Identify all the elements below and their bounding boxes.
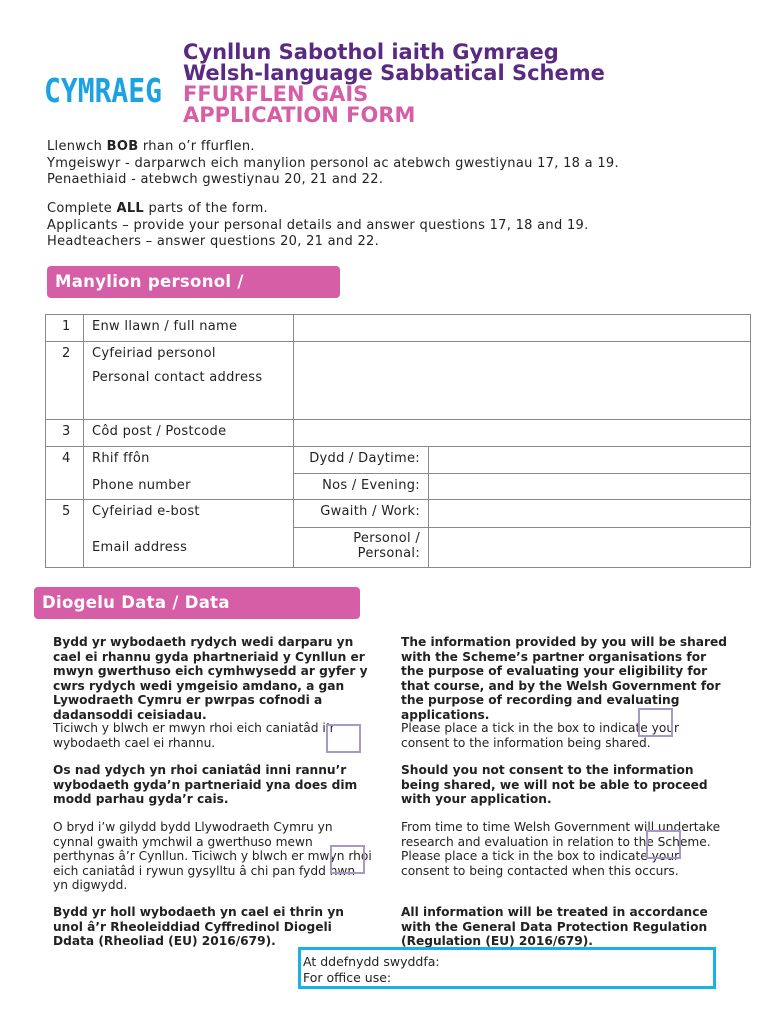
daytime-label: Dydd / Daytime:: [294, 447, 429, 474]
personal-details-table: [45, 314, 751, 568]
row-number: 5: [46, 500, 84, 568]
section-heading-personal: Manylion personol /: [47, 266, 340, 298]
personal-email-input[interactable]: [429, 528, 751, 568]
intro-text: Llenwch: [47, 139, 107, 154]
research-english: From time to time Welsh Government will undertake research and evaluation in relation to the Scheme. Please place a tick in the box to indicate your consent to being contacted when this occurs.: [401, 820, 721, 878]
field-label: [84, 342, 294, 420]
row-number: 2: [46, 342, 84, 420]
data-sharing-welsh: Bydd yr wybodaeth rydych wedi darparu yn cael ei rhannu gyda phartneriaid y Cynllun er mwyn gwerthuso eich cymhwysedd ar gyfer y cwrs rydych wedi ymgeisio amdano, a gan Lywodraeth Cymru er pwrpas cofnodi a dadansoddi ceisiadau.: [53, 635, 368, 722]
intro-text: Headteachers – answer questions 20, 21 and 22.: [47, 234, 380, 249]
form-title-english: APPLICATION FORM: [183, 103, 416, 127]
label-english: Personal contact address: [92, 370, 263, 385]
gdpr-welsh: Bydd yr holl wybodaeth yn cael ei thrin yn unol â’r Rheoleiddiad Cyffredinol Diogeli Ddata (Rheoliad (EU) 2016/679).: [53, 905, 344, 948]
row-number: 3: [46, 420, 84, 447]
row-number: 4: [46, 447, 84, 500]
research-welsh: O bryd i’w gilydd bydd Llywodraeth Cymru yn cynnal gwaith ymchwil a gwerthuso mewn perthynas â’r Cynllun. Ticiwch y blwch er mwyn rhoi eich caniatâd i rywun gysylltu â chi pan fydd hwn yn digwydd.: [53, 820, 372, 892]
work-email-label: Gwaith / Work:: [294, 500, 429, 528]
office-use-english: For office use:: [303, 970, 392, 985]
title-english: Welsh-language Sabbatical Scheme: [183, 61, 605, 85]
work-email-input[interactable]: [429, 500, 751, 528]
consent-share-checkbox-welsh[interactable]: [326, 724, 361, 753]
evening-phone-input[interactable]: [429, 474, 751, 500]
office-use-welsh: At ddefnydd swyddfa:: [303, 954, 440, 969]
consent-instruction-welsh: Ticiwch y blwch er mwyn rhoi eich caniatâd i’r wybodaeth cael ei rhannu.: [53, 721, 335, 750]
intro-text: rhan o’r ffurflen.: [138, 139, 255, 154]
data-sharing-english: The information provided by you will be shared with the Scheme’s partner organisations for the purpose of evaluating your eligibility for that course, and by the Welsh Government for the purpose of recording and evaluating applications.: [401, 635, 728, 722]
section-heading-data-protection: Diogelu Data / Data: [34, 587, 360, 619]
field-label: Enw llawn / full name: [84, 315, 294, 342]
intro-welsh: [47, 139, 619, 189]
daytime-phone-input[interactable]: [429, 447, 751, 474]
cymraeg-logo: [40, 36, 165, 131]
field-label: Phone number: [84, 474, 294, 500]
office-use-box: [298, 947, 716, 989]
intro-english: [47, 201, 589, 251]
consent-contact-checkbox-english[interactable]: [646, 830, 681, 859]
intro-text: Penaethiaid - atebwch gwestiynau 20, 21 and 22.: [47, 172, 384, 187]
consent-share-checkbox-english[interactable]: [638, 708, 673, 737]
form-title-welsh: FFURFLEN GAIS: [183, 82, 369, 106]
label-welsh: Cyfeiriad personol: [92, 346, 216, 361]
postcode-input[interactable]: [294, 420, 751, 447]
field-label: Cyfeiriad e-bost: [84, 500, 294, 528]
intro-text: Applicants – provide your personal details and answer questions 17, 18 and 19.: [47, 217, 589, 233]
personal-email-label: Personol / Personal:: [294, 528, 429, 568]
row-number: 1: [46, 315, 84, 342]
field-label: Email address: [84, 528, 294, 568]
intro-text: Complete: [47, 201, 117, 216]
evening-label: Nos / Evening:: [294, 474, 429, 500]
no-consent-english: Should you not consent to the information being shared, we will not be able to proceed with your application.: [401, 763, 708, 806]
svg-text:CYMRAEG: CYMRAEG: [44, 72, 162, 111]
intro-text: parts of the form.: [144, 201, 268, 216]
address-input[interactable]: [294, 342, 751, 420]
intro-bold: BOB: [106, 139, 139, 154]
field-label: Rhif ffôn: [84, 447, 294, 474]
field-label: Côd post / Postcode: [84, 420, 294, 447]
intro-text: Ymgeiswyr - darparwch eich manylion personol ac atebwch gwestiynau 17, 18 a 19.: [47, 155, 619, 171]
intro-bold: ALL: [116, 201, 145, 216]
consent-contact-checkbox-welsh[interactable]: [330, 845, 365, 874]
consent-instruction-english: Please place a tick in the box to indicate your consent to the information being shared.: [401, 721, 680, 750]
title-welsh: Cynllun Sabothol iaith Gymraeg: [183, 40, 559, 64]
full-name-input[interactable]: [294, 315, 751, 342]
no-consent-welsh: Os nad ydych yn rhoi caniatâd inni rannu’r wybodaeth gyda’n partneriaid yna does dim modd parhau gyda’r cais.: [53, 763, 358, 806]
gdpr-english: All information will be treated in accordance with the General Data Protection Regulation (Regulation (EU) 2016/679).: [401, 905, 708, 948]
